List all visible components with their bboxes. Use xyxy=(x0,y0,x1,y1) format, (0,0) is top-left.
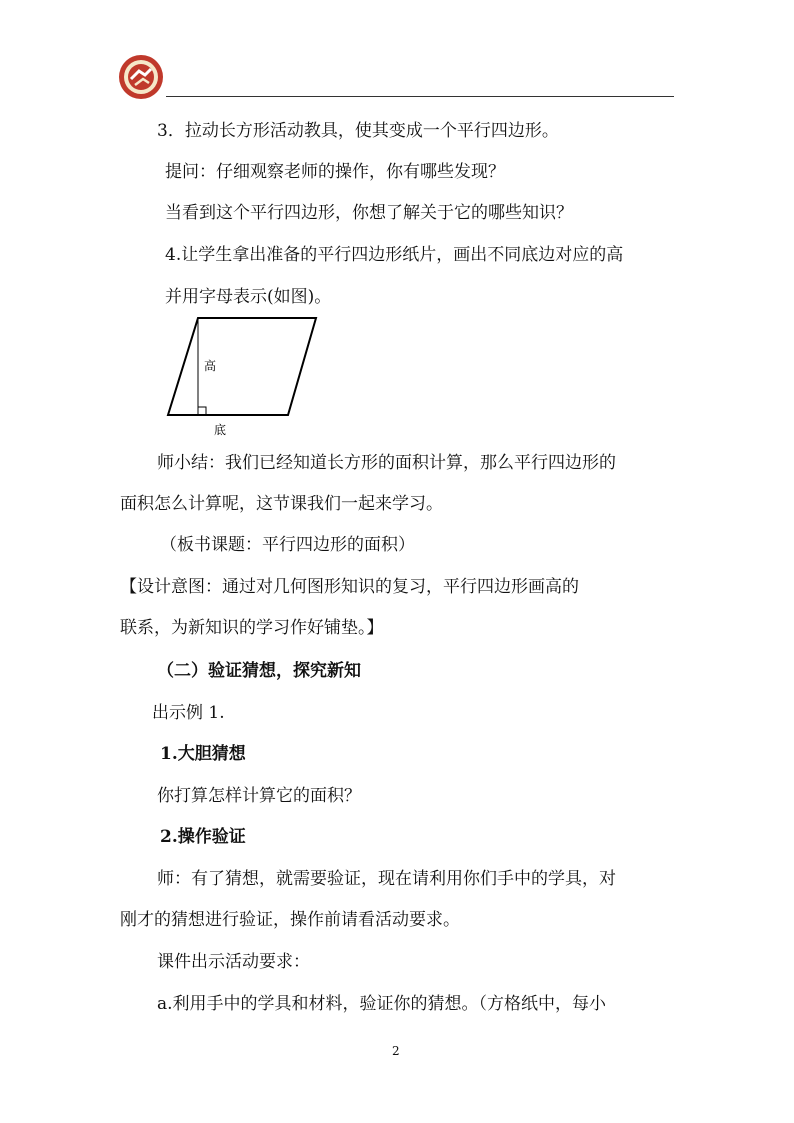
page-number: 2 xyxy=(392,1044,400,1058)
base-label: 底 xyxy=(214,423,227,437)
text-line-9: 【设计意图：通过对几何图形知识的复习，平行四边形画高的 xyxy=(120,577,579,597)
text-line-1: 3．拉动长方形活动教具，使其变成一个平行四边形。 xyxy=(157,121,559,141)
section-heading: （二）验证猜想，探究新知 xyxy=(157,661,361,681)
right-angle-mark xyxy=(198,407,206,415)
subheading-1: 1.大胆猜想 xyxy=(160,744,246,764)
header-rule xyxy=(166,96,674,97)
text-line-12: 出示例 1. xyxy=(152,703,225,723)
subheading-2: 2.操作验证 xyxy=(160,827,246,847)
text-line-19: a.利用手中的学具和材料，验证你的猜想。（方格纸中，每小 xyxy=(157,994,607,1014)
text-line-17: 刚才的猜想进行验证，操作前请看活动要求。 xyxy=(120,910,460,930)
text-line-4: 4.让学生拿出准备的平行四边形纸片，画出不同底边对应的高 xyxy=(165,245,624,265)
text-line-6: 师小结：我们已经知道长方形的面积计算，那么平行四边形的 xyxy=(157,453,616,473)
text-line-18: 课件出示活动要求： xyxy=(157,952,310,972)
school-emblem-icon xyxy=(117,53,165,101)
text-line-2: 提问：仔细观察老师的操作，你有哪些发现？ xyxy=(165,162,505,182)
text-line-7: 面积怎么计算呢，这节课我们一起来学习。 xyxy=(120,494,443,514)
height-label: 高 xyxy=(204,359,217,373)
parallelogram-figure xyxy=(160,312,330,442)
text-line-14: 你打算怎样计算它的面积？ xyxy=(157,786,361,806)
text-line-10: 联系，为新知识的学习作好铺垫。】 xyxy=(120,618,384,638)
text-line-5: 并用字母表示(如图)。 xyxy=(165,287,332,307)
text-line-16: 师：有了猜想，就需要验证，现在请利用你们手中的学具，对 xyxy=(157,869,616,889)
parallelogram-shape xyxy=(168,318,316,415)
text-line-3: 当看到这个平行四边形，你想了解关于它的哪些知识？ xyxy=(165,203,573,223)
text-line-8: （板书课题：平行四边形的面积） xyxy=(160,535,415,555)
